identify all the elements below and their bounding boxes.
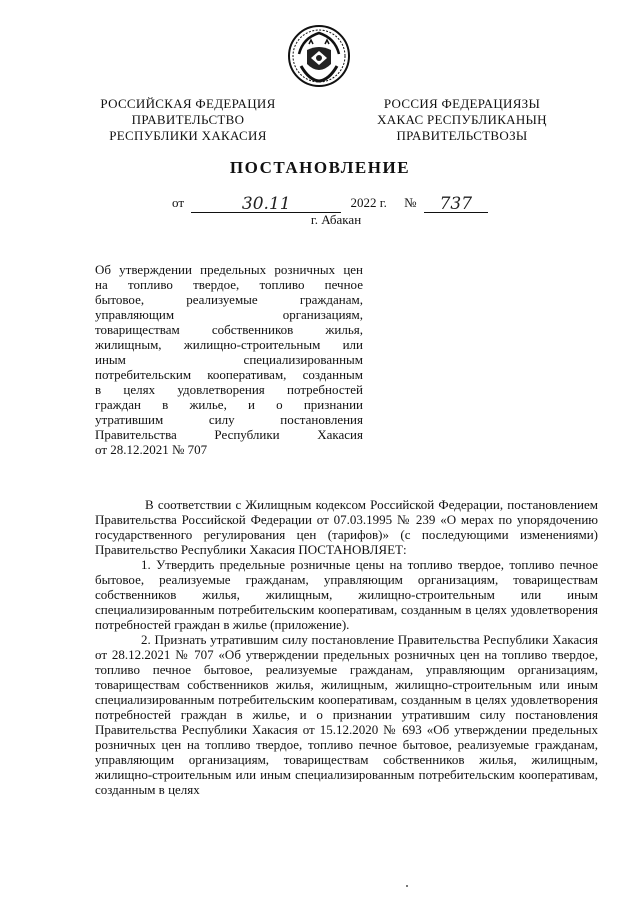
subject-line: товариществам собственников жилья, xyxy=(95,322,363,337)
subject-line: на топливо твердое, топливо печное xyxy=(95,277,363,292)
number-field xyxy=(424,192,488,213)
date-number-line xyxy=(172,192,488,213)
subject-line: иным специализированным xyxy=(95,352,363,367)
document-body xyxy=(95,497,598,797)
header-right-line: ПРАВИТЕЛЬСТВОЗЫ xyxy=(396,128,528,143)
handwritten-date: 30.11 xyxy=(241,194,291,214)
header-left-line: РОССИЙСКАЯ ФЕДЕРАЦИЯ xyxy=(100,96,276,111)
subject-line: управляющим организациям, xyxy=(95,307,363,322)
header-left-line: ПРАВИТЕЛЬСТВО xyxy=(131,112,245,127)
subject-line: потребительским кооперативам, созданным xyxy=(95,367,363,382)
header-right-block xyxy=(352,96,572,144)
subject-line: жилищным, жилищно-строительным или xyxy=(95,337,363,352)
paragraph-preamble: В соответствии с Жилищным кодексом Российской Федерации, постановлением Правительства Российской Федерации от 07.03.1995 № 239 «О мерах по упорядочению государственного регулирования цен (тарифов)» (с последующими изменениями) Правительство Республики Хакасия ПОСТАНОВЛЯЕТ: xyxy=(95,497,598,557)
paragraph-item-1: 1. Утвердить предельные розничные цены на топливо твердое, топливо печное бытовое, реализуемые гражданам, управляющим организациям, товариществам собственников жилья, жилищным, жилищно-строительным или иным специализированным потребительским кооперативам, созданным в целях удовлетворения потребностей граждан в жилье (приложение). xyxy=(95,557,598,632)
document-title: ПОСТАНОВЛЕНИЕ xyxy=(229,158,411,177)
year-text: 2022 г. xyxy=(350,195,387,210)
subject-line: от 28.12.2021 № 707 xyxy=(95,442,208,457)
subject-line: граждан в жилье, и о признании xyxy=(95,397,363,412)
subject-block xyxy=(95,262,363,457)
date-field xyxy=(191,192,341,213)
header-left-block xyxy=(78,96,298,144)
header-left-line: РЕСПУБЛИКИ ХАКАСИЯ xyxy=(109,128,267,143)
subject-line: бытовое, реализуемые гражданам, xyxy=(95,292,363,307)
subject-line: в целях удовлетворения потребностей xyxy=(95,382,363,397)
subject-line: Правительства Республики Хакасия xyxy=(95,427,363,442)
header-right-line: ХАКАС РЕСПУБЛИКАНЫҢ xyxy=(377,112,547,127)
handwritten-number: 737 xyxy=(439,194,473,214)
subject-line: Об утверждении предельных розничных цен xyxy=(95,262,363,277)
coat-of-arms-emblem xyxy=(287,24,351,88)
page-mark xyxy=(406,885,408,887)
subject-line: утратившим силу постановления xyxy=(95,412,363,427)
city-name: г. Абакан xyxy=(310,212,362,227)
header-right-line: РОССИЯ ФЕДЕРАЦИЯЗЫ xyxy=(383,96,541,111)
date-prefix: от xyxy=(172,195,185,210)
number-prefix: № xyxy=(404,195,417,210)
paragraph-item-2: 2. Признать утратившим силу постановление Правительства Республики Хакасия от 28.12.2021 № 707 «Об утверждении предельных розничных цен на топливо твердое, топливо печное бытовое, реализуемые гражданам, управляющим организациям, товариществам собственников жилья, жилищным, жилищно-строительным или иным специализированным потребительским кооперативам, созданным в целях удовлетворения потребностей граждан в жилье, и о признании утратившим силу постановления Правительства Республики Хакасия от 15.12.2020 № 693 «Об утверждении предельных розничных цен на топливо твердое, топливо печное бытовое, реализуемые гражданам, управляющим организациям, товариществам собственников жилья, жилищным, жилищно-строительным или иным специализированным потребительским кооперативам, созданным в целях xyxy=(95,632,598,797)
